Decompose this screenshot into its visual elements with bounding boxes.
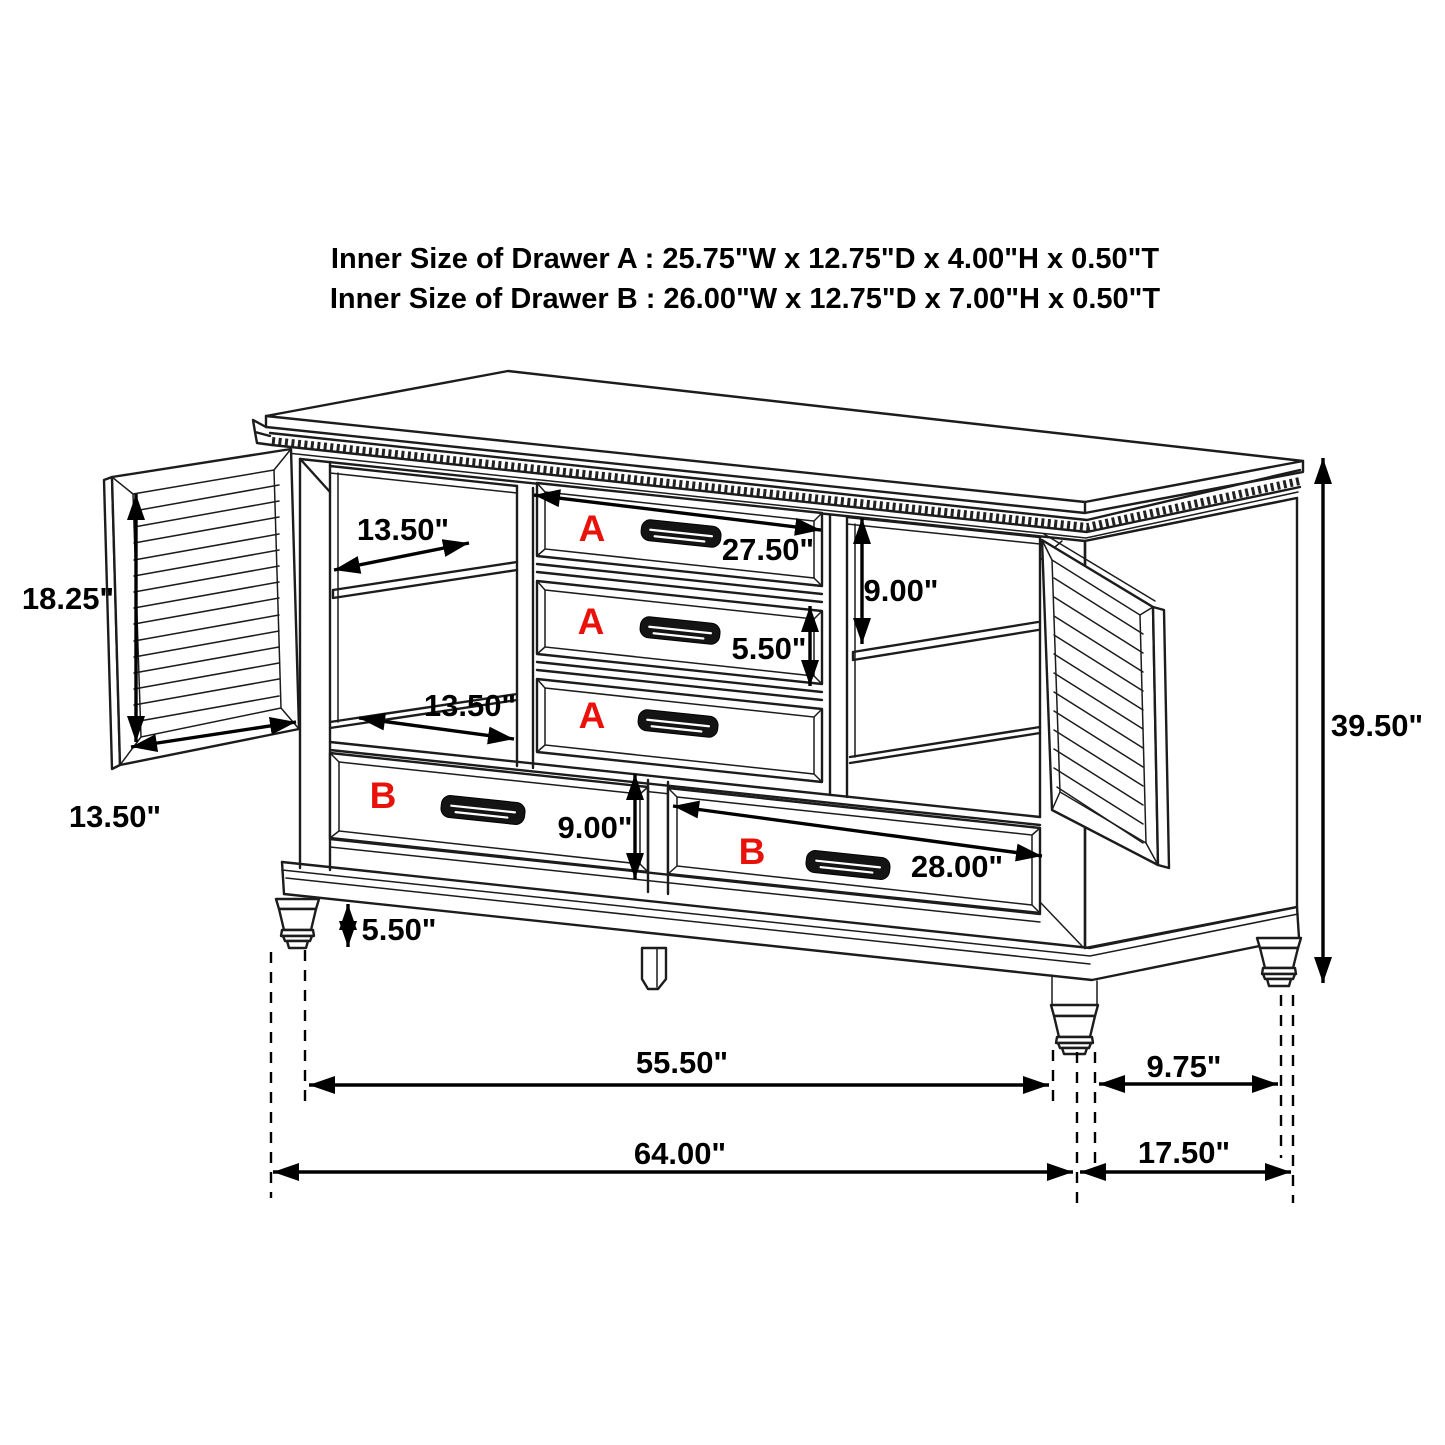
label-shelf-width-bottom: 13.50"	[423, 688, 517, 723]
drawer-b-center-stile	[648, 780, 668, 894]
title-line-2: Inner Size of Drawer B : 26.00"W x 12.75"D x 7.00"H x 0.50"T	[329, 283, 1161, 315]
title-line-1: Inner Size of Drawer A : 25.75"W x 12.75"D x 4.00"H x 0.50"T	[330, 243, 1160, 275]
label-overall-width: 64.00"	[633, 1136, 727, 1171]
label-drawer-b-width: 28.00"	[910, 849, 1004, 884]
right-rear-foot	[1257, 938, 1301, 986]
front-right-foot	[1051, 975, 1098, 1054]
label-shelf-width-top: 13.50"	[356, 512, 450, 547]
label-door-height: 18.25"	[21, 581, 115, 616]
label-door-width: 13.50"	[68, 799, 162, 834]
label-foot-height: 5.50"	[361, 912, 437, 947]
label-overall-depth: 17.50"	[1137, 1135, 1231, 1170]
label-overall-height: 39.50"	[1330, 708, 1424, 743]
label-drawer-a-width: 27.50"	[721, 532, 815, 567]
title-block	[330, 243, 1161, 315]
label-drawer-a-height: 5.50"	[731, 631, 807, 666]
label-side-feet-span: 9.75"	[1146, 1049, 1222, 1084]
arrow-shelf-width-top	[334, 543, 469, 570]
center-support-leg	[642, 948, 666, 989]
letter-a3: A	[578, 695, 606, 736]
label-drawer-b-height: 9.00"	[557, 810, 633, 845]
letter-a1: A	[578, 508, 606, 549]
cabinet-line-drawing	[104, 371, 1303, 1054]
front-left-foot	[276, 899, 319, 948]
label-front-feet-span: 55.50"	[635, 1045, 729, 1080]
letter-b2: B	[738, 831, 766, 872]
right-compartment	[847, 517, 1062, 817]
letter-a2: A	[577, 601, 605, 642]
label-compartment-height: 9.00"	[863, 573, 939, 608]
left-louvered-door	[104, 449, 299, 769]
letter-b1: B	[369, 775, 397, 816]
